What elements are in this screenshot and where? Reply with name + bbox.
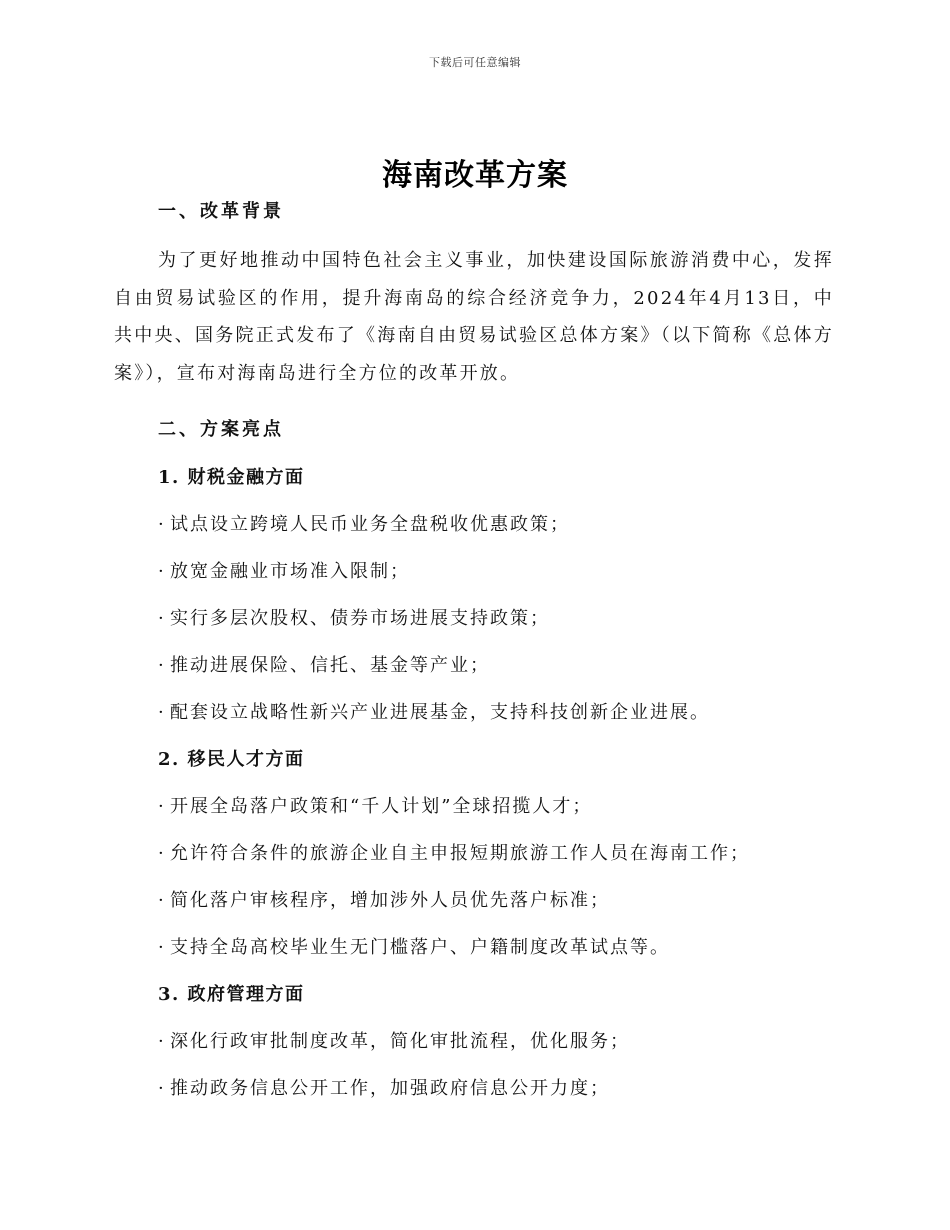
bullet-icon: · bbox=[158, 1031, 166, 1052]
bullet-icon: · bbox=[158, 514, 166, 535]
bullet-icon: · bbox=[158, 937, 166, 958]
list-item: · 开展全岛落户政策和“千人计划”全球招揽人才； bbox=[158, 791, 834, 822]
list-item: · 实行多层次股权、债券市场进展支持政策； bbox=[158, 603, 834, 634]
bullet-icon: · bbox=[158, 1078, 166, 1099]
subheading-immigration-talent: 2. 移民人才方面 bbox=[158, 749, 305, 770]
bullet-icon: · bbox=[158, 608, 166, 629]
bullet-icon: · bbox=[158, 796, 166, 817]
section-heading-background: 一、改革背景 bbox=[158, 201, 284, 222]
list-item: · 支持全岛高校毕业生无门槛落户、户籍制度改革试点等。 bbox=[158, 932, 834, 963]
list-item: · 简化落户审核程序，增加涉外人员优先落户标准； bbox=[158, 885, 834, 916]
background-paragraph: 为了更好地推动中国特色社会主义事业，加快建设国际旅游消费中心，发挥自由贸易试验区的作用，提升海南岛的综合经济竞争力，2024年4月13日，中共中央、国务院正式发布了《海南自由贸易试验区总体方案》（以下简称《总体方案》），宣布对海南岛进行全方位的改革开放。 bbox=[114, 250, 834, 384]
bullet-icon: · bbox=[158, 561, 166, 582]
bullet-icon: · bbox=[158, 890, 166, 911]
list-item: · 推动进展保险、信托、基金等产业； bbox=[158, 650, 834, 681]
subheading-finance-tax: 1. 财税金融方面 bbox=[158, 467, 305, 488]
list-item: · 试点设立跨境人民币业务全盘税收优惠政策； bbox=[158, 509, 834, 540]
document-body bbox=[114, 196, 834, 1104]
list-item: · 推动政务信息公开工作，加强政府信息公开力度； bbox=[158, 1073, 834, 1104]
list-item: · 配套设立战略性新兴产业进展基金，支持科技创新企业进展。 bbox=[158, 697, 834, 728]
header-note: 下载后可任意编辑 bbox=[429, 56, 521, 69]
list-item: · 深化行政审批制度改革，简化审批流程，优化服务； bbox=[158, 1026, 834, 1057]
bullet-icon: · bbox=[158, 655, 166, 676]
list-item: · 放宽金融业市场准入限制； bbox=[158, 556, 834, 587]
list-item: · 允许符合条件的旅游企业自主申报短期旅游工作人员在海南工作； bbox=[158, 838, 834, 869]
subheading-government-management: 3. 政府管理方面 bbox=[158, 984, 305, 1005]
bullet-icon: · bbox=[158, 843, 166, 864]
bullet-icon: · bbox=[158, 702, 166, 723]
document-title: 海南改革方案 bbox=[382, 158, 568, 193]
section-heading-highlights: 二、方案亮点 bbox=[158, 419, 284, 440]
